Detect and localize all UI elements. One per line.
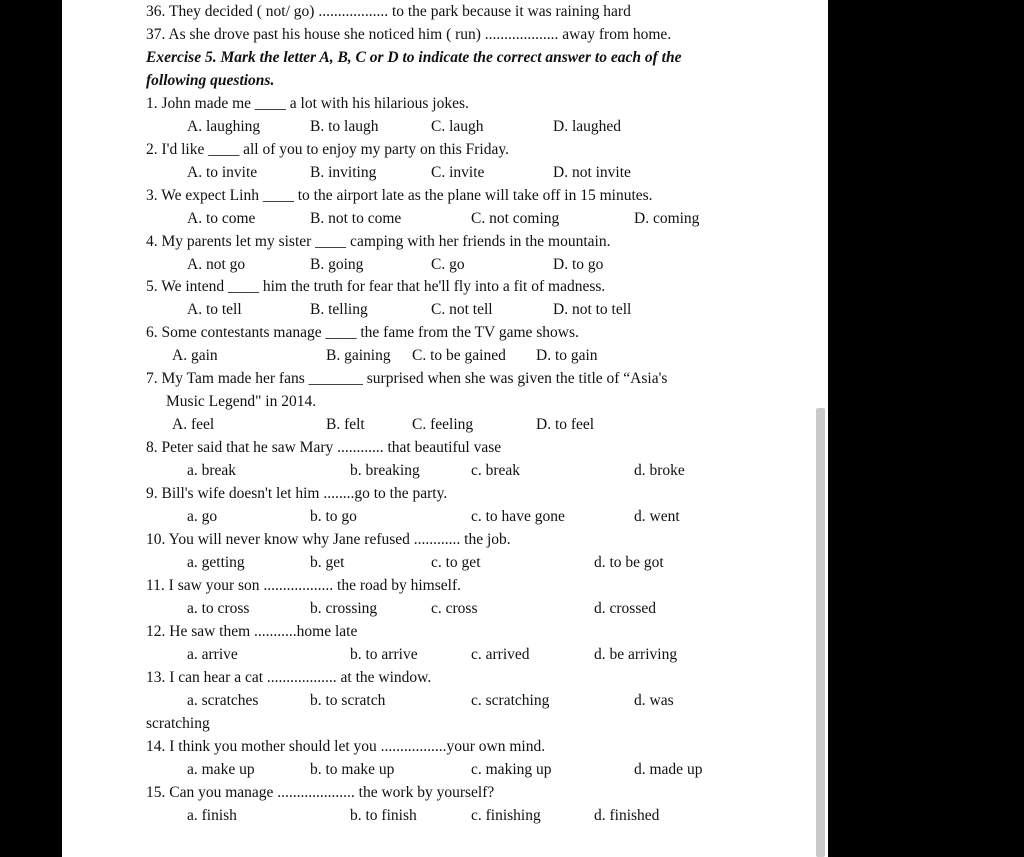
option-d[interactable]: D. to gain xyxy=(536,347,598,364)
question-stem: 13. I can hear a cat .................. at the window. xyxy=(146,669,432,686)
option-c[interactable]: c. to have gone xyxy=(471,508,565,525)
option-d[interactable]: d. crossed xyxy=(594,600,656,617)
question-stem: 4. My parents let my sister ____ camping with her friends in the mountain. xyxy=(146,233,611,250)
option-a[interactable]: a. finish xyxy=(187,807,237,824)
option-c[interactable]: C. not tell xyxy=(431,301,493,318)
option-a[interactable]: a. arrive xyxy=(187,646,238,663)
question-stem-continued: Music Legend" in 2014. xyxy=(166,393,317,410)
option-b[interactable]: B. to laugh xyxy=(310,118,379,135)
question-stem: 7. My Tam made her fans _______ surprised when she was given the title of “Asia's xyxy=(146,370,668,387)
option-d[interactable]: d. was xyxy=(634,692,674,709)
option-b[interactable]: b. crossing xyxy=(310,600,378,617)
option-a[interactable]: A. to tell xyxy=(187,301,242,318)
scrollbar-thumb[interactable] xyxy=(816,408,825,857)
option-d[interactable]: D. to go xyxy=(553,256,604,273)
question-stem: 15. Can you manage .................... the work by yourself? xyxy=(146,784,495,801)
option-b[interactable]: B. going xyxy=(310,256,364,273)
option-d[interactable]: d. broke xyxy=(634,462,685,479)
question-stem: 2. I'd like ____ all of you to enjoy my party on this Friday. xyxy=(146,141,509,158)
option-a[interactable]: a. make up xyxy=(187,761,255,778)
option-b[interactable]: b. to make up xyxy=(310,761,395,778)
option-c[interactable]: C. feeling xyxy=(412,416,474,433)
question-stem: 6. Some contestants manage ____ the fame from the TV game shows. xyxy=(146,324,579,341)
option-a[interactable]: a. getting xyxy=(187,554,245,571)
question-36: 36. They decided ( not/ go) .................. to the park because it was raining hard xyxy=(146,3,631,20)
option-c[interactable]: C. not coming xyxy=(471,210,560,227)
option-a[interactable]: a. scratches xyxy=(187,692,259,709)
option-b[interactable]: B. inviting xyxy=(310,164,377,181)
option-b[interactable]: B. not to come xyxy=(310,210,402,227)
option-c[interactable]: c. cross xyxy=(431,600,478,617)
option-a[interactable]: A. to invite xyxy=(187,164,258,181)
question-stem: 12. He saw them ...........home late xyxy=(146,623,358,640)
option-d[interactable]: D. coming xyxy=(634,210,700,227)
question-stem: 1. John made me ____ a lot with his hilarious jokes. xyxy=(146,95,469,112)
option-d[interactable]: D. laughed xyxy=(553,118,622,135)
option-a[interactable]: a. break xyxy=(187,462,237,479)
option-d[interactable]: d. be arriving xyxy=(594,646,678,663)
question-stem: 8. Peter said that he saw Mary ............ that beautiful vase xyxy=(146,439,502,456)
question-37: 37. As she drove past his house she noticed him ( run) ................... away from home. xyxy=(146,26,672,43)
option-c[interactable]: c. scratching xyxy=(471,692,550,709)
exercise-heading: Exercise 5. Mark the letter A, B, C or D to indicate the correct answer to each of the xyxy=(146,49,682,66)
question-stem: 5. We intend ____ him the truth for fear that he'll fly into a fit of madness. xyxy=(146,278,606,295)
option-c[interactable]: C. go xyxy=(431,256,465,273)
option-c[interactable]: c. making up xyxy=(471,761,552,778)
option-b[interactable]: b. breaking xyxy=(350,462,420,479)
option-b[interactable]: b. to go xyxy=(310,508,357,525)
option-a[interactable]: A. not go xyxy=(187,256,246,273)
question-stem: 14. I think you mother should let you .................your own mind. xyxy=(146,738,546,755)
option-b[interactable]: b. to arrive xyxy=(350,646,418,663)
option-c[interactable]: C. to be gained xyxy=(412,347,506,364)
option-c[interactable]: c. arrived xyxy=(471,646,530,663)
exercise-heading-continued: following questions. xyxy=(146,72,275,89)
option-d[interactable]: D. not invite xyxy=(553,164,631,181)
option-c[interactable]: C. invite xyxy=(431,164,485,181)
option-a[interactable]: A. laughing xyxy=(187,118,261,135)
option-c[interactable]: C. laugh xyxy=(431,118,484,135)
option-d[interactable]: d. made up xyxy=(634,761,703,778)
question-stem: 3. We expect Linh ____ to the airport late as the plane will take off in 15 minutes. xyxy=(146,187,653,204)
option-d-continued: scratching xyxy=(146,715,210,732)
option-c[interactable]: c. to get xyxy=(431,554,481,571)
option-b[interactable]: b. get xyxy=(310,554,345,571)
question-stem: 10. You will never know why Jane refused ............ the job. xyxy=(146,531,511,548)
option-d[interactable]: D. to feel xyxy=(536,416,595,433)
option-d[interactable]: D. not to tell xyxy=(553,301,632,318)
option-a[interactable]: a. go xyxy=(187,508,218,525)
option-b[interactable]: B. telling xyxy=(310,301,368,318)
option-d[interactable]: d. to be got xyxy=(594,554,664,571)
option-b[interactable]: b. to scratch xyxy=(310,692,386,709)
option-b[interactable]: b. to finish xyxy=(350,807,417,824)
option-b[interactable]: B. gaining xyxy=(326,347,391,364)
option-d[interactable]: d. went xyxy=(634,508,680,525)
option-a[interactable]: A. gain xyxy=(172,347,218,364)
option-a[interactable]: A. to come xyxy=(187,210,256,227)
option-d[interactable]: d. finished xyxy=(594,807,660,824)
option-a[interactable]: a. to cross xyxy=(187,600,250,617)
option-c[interactable]: c. break xyxy=(471,462,521,479)
question-stem: 11. I saw your son .................. the road by himself. xyxy=(146,577,461,594)
option-c[interactable]: c. finishing xyxy=(471,807,541,824)
option-a[interactable]: A. feel xyxy=(172,416,215,433)
option-b[interactable]: B. felt xyxy=(326,416,365,433)
question-stem: 9. Bill's wife doesn't let him ........go to the party. xyxy=(146,485,448,502)
